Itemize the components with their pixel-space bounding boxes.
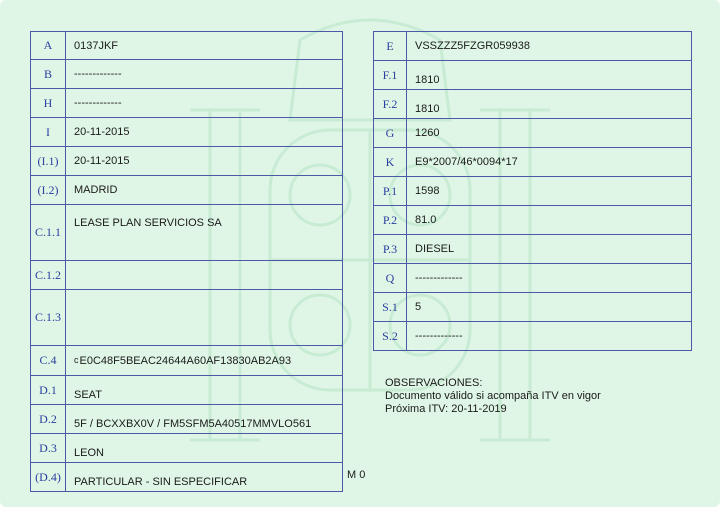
field-row-p1 bbox=[374, 177, 692, 206]
field-row-e bbox=[374, 32, 692, 61]
field-code: (I.2) bbox=[31, 176, 66, 205]
c4-prefix-mark: c bbox=[74, 354, 79, 365]
field-code: S.2 bbox=[374, 322, 407, 351]
field-value: ------------- bbox=[66, 89, 343, 118]
field-code: (I.1) bbox=[31, 147, 66, 176]
field-code: D.2 bbox=[31, 405, 66, 434]
field-code: B bbox=[31, 60, 66, 89]
field-value bbox=[66, 261, 343, 290]
field-value: VSSZZZ5FZGR059938 bbox=[407, 32, 692, 61]
field-code: A bbox=[31, 32, 66, 60]
field-code: I bbox=[31, 118, 66, 147]
field-value: PARTICULAR - SIN ESPECIFICAR bbox=[66, 463, 343, 492]
observations-title: OBSERVACIONES: bbox=[385, 377, 483, 389]
field-code: P.3 bbox=[374, 235, 407, 264]
field-row-d2 bbox=[31, 405, 343, 434]
field-row-g bbox=[374, 119, 692, 148]
field-code: H bbox=[31, 89, 66, 118]
field-code: K bbox=[374, 148, 407, 177]
field-code: C.4 bbox=[31, 346, 66, 376]
field-code: P.2 bbox=[374, 206, 407, 235]
field-code: S.1 bbox=[374, 293, 407, 322]
field-value: 1810 bbox=[407, 90, 692, 119]
observations-line: Documento válido si acompaña ITV en vigor bbox=[385, 390, 601, 402]
field-code: C.1.2 bbox=[31, 261, 66, 290]
field-code: D.1 bbox=[31, 376, 66, 405]
field-value: E9*2007/46*0094*17 bbox=[407, 148, 692, 177]
field-value: DIESEL bbox=[407, 235, 692, 264]
field-value bbox=[66, 346, 343, 376]
field-row-s1 bbox=[374, 293, 692, 322]
field-code: P.1 bbox=[374, 177, 407, 206]
field-code: E bbox=[374, 32, 407, 61]
field-value: 5F / BCXXBX0V / FM5SFM5A40517MMVLO561 bbox=[66, 405, 343, 434]
field-value: 1260 bbox=[407, 119, 692, 148]
field-row-d1 bbox=[31, 376, 343, 405]
field-code: (D.4) bbox=[31, 463, 66, 492]
field-value: 20-11-2015 bbox=[66, 147, 343, 176]
field-value: 5 bbox=[407, 293, 692, 322]
left-fields-table bbox=[30, 31, 343, 492]
field-row-c4 bbox=[31, 346, 343, 376]
field-row-b bbox=[31, 60, 343, 89]
field-row-c12 bbox=[31, 261, 343, 290]
field-code: G bbox=[374, 119, 407, 148]
c4-value: E0C48F5BEAC24644A60AF13830AB2A93 bbox=[79, 354, 292, 367]
field-value: 20-11-2015 bbox=[66, 118, 343, 147]
field-code: C.1.3 bbox=[31, 290, 66, 346]
field-row-c13 bbox=[31, 290, 343, 346]
field-row-h bbox=[31, 89, 343, 118]
field-value: 1598 bbox=[407, 177, 692, 206]
right-fields-table bbox=[373, 31, 692, 351]
field-value: LEASE PLAN SERVICIOS SA bbox=[66, 205, 343, 261]
field-row-p2 bbox=[374, 206, 692, 235]
field-row-i bbox=[31, 118, 343, 147]
field-row-a bbox=[31, 32, 343, 60]
field-value: 81.0 bbox=[407, 206, 692, 235]
field-value: ------------- bbox=[66, 60, 343, 89]
field-row-s2 bbox=[374, 322, 692, 351]
field-code: F.2 bbox=[374, 90, 407, 119]
m0-label: M 0 bbox=[347, 469, 366, 481]
field-value bbox=[66, 290, 343, 346]
field-row-c11 bbox=[31, 205, 343, 261]
observations-block bbox=[385, 377, 601, 416]
field-code: C.1.1 bbox=[31, 205, 66, 261]
field-value: ------------- bbox=[407, 264, 692, 293]
field-value: 0137JKF bbox=[66, 32, 343, 60]
field-row-i2 bbox=[31, 176, 343, 205]
field-value: LEON bbox=[66, 434, 343, 463]
field-value: SEAT bbox=[66, 376, 343, 405]
field-row-d3 bbox=[31, 434, 343, 463]
field-row-q bbox=[374, 264, 692, 293]
field-code: D.3 bbox=[31, 434, 66, 463]
field-row-k bbox=[374, 148, 692, 177]
field-row-f1 bbox=[374, 61, 692, 90]
field-row-i1 bbox=[31, 147, 343, 176]
field-row-d4 bbox=[31, 463, 343, 492]
field-code: Q bbox=[374, 264, 407, 293]
field-code: F.1 bbox=[374, 61, 407, 90]
field-row-f2 bbox=[374, 90, 692, 119]
observations-line: Próxima ITV: 20-11-2019 bbox=[385, 403, 507, 415]
field-value: MADRID bbox=[66, 176, 343, 205]
field-value: 1810 bbox=[407, 61, 692, 90]
field-row-p3 bbox=[374, 235, 692, 264]
field-value: ------------- bbox=[407, 322, 692, 351]
